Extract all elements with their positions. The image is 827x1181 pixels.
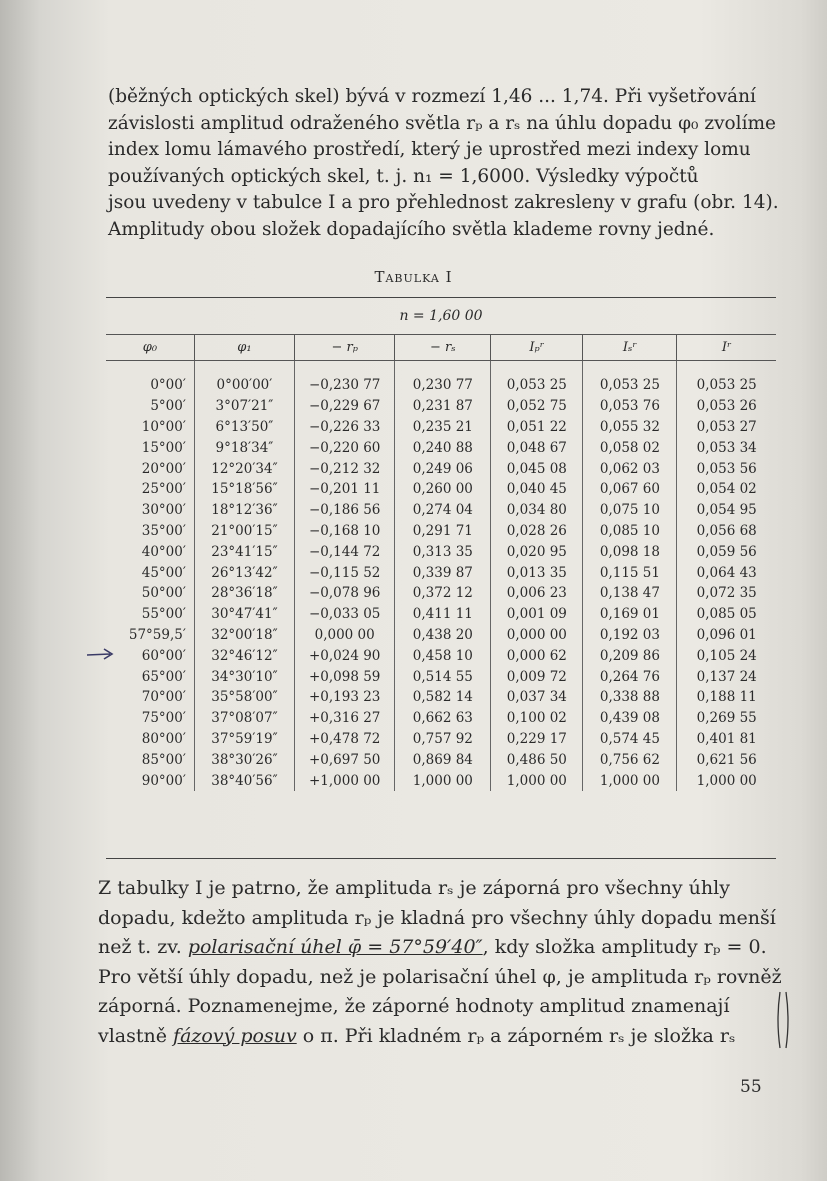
- table-cell: 1,000 00: [677, 770, 776, 791]
- table-cell: 0,059 56: [677, 541, 776, 562]
- text-line: (běžných optických skel) bývá v rozmezí 1,46 ... 1,74. Při vyšetřování: [108, 86, 756, 107]
- page-number: 55: [740, 1077, 762, 1097]
- table-cell: 0,062 03: [583, 458, 677, 479]
- table-cell: 0,264 76: [583, 666, 677, 687]
- table-cell: 85°00′: [141, 751, 186, 768]
- table-cell: 32°46′12″: [194, 645, 294, 666]
- table-cell: 40°00′: [141, 543, 186, 560]
- text-fragment: , kdy složka amplitudy rₚ = 0.: [482, 936, 767, 958]
- table-cell: 57°59,5′: [128, 626, 186, 643]
- table-row: [106, 479, 776, 500]
- table-cell: 0,869 84: [395, 749, 491, 770]
- table-row: [106, 541, 776, 562]
- table-cell: 0,000 00: [294, 625, 394, 646]
- column-header: φ₁: [194, 334, 294, 361]
- table-cell: 0,757 92: [395, 729, 491, 750]
- text-line: Z tabulky I je patrno, že amplituda rₛ je záporná pro všechny úhly: [98, 877, 730, 899]
- table-cell: 0,075 10: [583, 500, 677, 521]
- table-body: [106, 361, 776, 791]
- table-cell: 0,020 95: [491, 541, 583, 562]
- table-cell: 0,209 86: [583, 645, 677, 666]
- text-line: Pro větší úhly dopadu, než je polarisační úhel φ, je amplituda rₚ rovněž: [98, 965, 782, 988]
- table-cell: 15°00′: [141, 439, 186, 456]
- table-row: [106, 500, 776, 521]
- table-cell: 10°00′: [141, 418, 186, 435]
- table-cell: 1,000 00: [583, 770, 677, 791]
- table-cell: 0,192 03: [583, 625, 677, 646]
- table-row: [106, 562, 776, 583]
- table-cell: 0,235 21: [395, 417, 491, 438]
- table-cell: 0,056 68: [677, 521, 776, 542]
- table-cell: 0,188 11: [677, 687, 776, 708]
- table-cell: 0,458 10: [395, 645, 491, 666]
- table-cell: 0,040 45: [491, 479, 583, 500]
- table-cell: 0,138 47: [583, 583, 677, 604]
- table-cell: 0,053 34: [677, 437, 776, 458]
- table-row: [106, 604, 776, 625]
- text-line: [98, 1022, 788, 1052]
- table-cell: 0,053 27: [677, 417, 776, 438]
- table-cell: 0,137 24: [677, 666, 776, 687]
- table-cell: 6°13′50″: [194, 417, 294, 438]
- table-cell: 0,053 25: [491, 375, 583, 396]
- table-cell: 0,034 80: [491, 500, 583, 521]
- column-header: Iₚʳ: [491, 334, 583, 361]
- table-cell: 1,000 00: [395, 770, 491, 791]
- column-header: φ₀: [106, 334, 194, 361]
- table-cell: 0°00′00′: [194, 375, 294, 396]
- table-cell: 0,055 32: [583, 417, 677, 438]
- table-row: [106, 625, 776, 646]
- text-line: Amplitudy obou složek dopadajícího světla klademe rovny jedné.: [108, 218, 715, 240]
- table-row: [106, 521, 776, 542]
- column-header: Iₛʳ: [583, 334, 677, 361]
- table-cell: 0,085 05: [677, 604, 776, 625]
- polarisation-angle-term: polarisační úhel φ̄ = 57°59′40″: [187, 936, 483, 958]
- table-cell: 0,621 56: [677, 749, 776, 770]
- table-cell: 0,486 50: [491, 749, 583, 770]
- table-cell: 0,662 63: [395, 708, 491, 729]
- table-cell: 34°30′10″: [194, 666, 294, 687]
- table-cell: −0,033 05: [294, 604, 394, 625]
- table-cell: 1,000 00: [491, 770, 583, 791]
- table-cell: −0,229 67: [294, 396, 394, 417]
- table-cell: 0,439 08: [583, 708, 677, 729]
- table-cell: 18°12′36″: [194, 500, 294, 521]
- table-cell: 0,054 02: [677, 479, 776, 500]
- table-cell: 0,053 25: [677, 375, 776, 396]
- table-row: [106, 417, 776, 438]
- table-cell: 0,048 67: [491, 437, 583, 458]
- table-cell: 0,229 17: [491, 729, 583, 750]
- text-fragment: než t. zv.: [98, 936, 188, 958]
- table-cell: 0,096 01: [677, 625, 776, 646]
- table-cell: −0,212 32: [294, 458, 394, 479]
- text-line: [98, 933, 788, 963]
- table-cell: −0,186 56: [294, 500, 394, 521]
- table-cell: 0,028 26: [491, 521, 583, 542]
- table-cell: 0,013 35: [491, 562, 583, 583]
- table-cell: 35°58′00″: [194, 687, 294, 708]
- table-cell: 37°08′07″: [194, 708, 294, 729]
- table-cell: 0,009 72: [491, 666, 583, 687]
- table-caption: Tabulka I: [374, 268, 453, 286]
- table-cell: 0,105 24: [677, 645, 776, 666]
- refractive-index-header: n = 1,60 00: [106, 298, 776, 335]
- table-row: [106, 458, 776, 479]
- table-cell: 0,269 55: [677, 708, 776, 729]
- table-cell: 65°00′: [141, 668, 186, 685]
- table-cell: 0,085 10: [583, 521, 677, 542]
- table-cell: +0,024 90: [294, 645, 394, 666]
- column-header: − rₚ: [294, 334, 394, 361]
- table-cell: +0,098 59: [294, 666, 394, 687]
- table-cell: 0,058 02: [583, 437, 677, 458]
- table-cell: 38°30′26″: [194, 749, 294, 770]
- phase-shift-term: fázový posuv: [173, 1024, 297, 1047]
- table-cell: 80°00′: [141, 730, 186, 747]
- table-cell: 0,037 34: [491, 687, 583, 708]
- table-row: [106, 729, 776, 750]
- table-cell: 0,064 43: [677, 562, 776, 583]
- table-cell: 0,053 76: [583, 396, 677, 417]
- table-cell: 30°00′: [141, 502, 186, 519]
- table-cell: 0,274 04: [395, 500, 491, 521]
- table-row: [106, 396, 776, 417]
- table-cell: 0,115 51: [583, 562, 677, 583]
- column-header: − rₛ: [395, 334, 491, 361]
- table-cell: 0,514 55: [395, 666, 491, 687]
- table-cell: 55°00′: [141, 606, 186, 623]
- text-line: záporná. Poznamenejme, že záporné hodnoty amplitud znamenají: [98, 995, 730, 1017]
- table-cell: −0,230 77: [294, 375, 394, 396]
- table-cell: −0,168 10: [294, 521, 394, 542]
- table-cell: 0,054 95: [677, 500, 776, 521]
- table-cell: 0,067 60: [583, 479, 677, 500]
- table-cell: −0,201 11: [294, 479, 394, 500]
- table-cell: 0,053 25: [583, 375, 677, 396]
- table-cell: +0,478 72: [294, 729, 394, 750]
- table-cell: 0,072 35: [677, 583, 776, 604]
- table-cell: 0,051 22: [491, 417, 583, 438]
- table-cell: +0,316 27: [294, 708, 394, 729]
- table-row: [106, 749, 776, 770]
- column-header: Iʳ: [677, 334, 776, 361]
- amplitude-table: [106, 334, 776, 791]
- table-cell: 30°47′41″: [194, 604, 294, 625]
- table-cell: 38°40′56″: [194, 770, 294, 791]
- table-cell: 0,438 20: [395, 625, 491, 646]
- table-cell: 0,339 87: [395, 562, 491, 583]
- table-cell: +1,000 00: [294, 770, 394, 791]
- table-cell: 0,756 62: [583, 749, 677, 770]
- table-cell: 28°36′18″: [194, 583, 294, 604]
- table-row: [106, 375, 776, 396]
- table-row: [106, 666, 776, 687]
- text-line: index lomu lámavého prostředí, který je uprostřed mezi indexy lomu: [108, 139, 751, 160]
- text-fragment: o π. Při kladném rₚ a záporném rₛ je složka rₛ: [296, 1024, 736, 1047]
- table-cell: −0,226 33: [294, 417, 394, 438]
- table-cell: 0°00′: [150, 377, 186, 394]
- table-cell: 15°18′56″: [194, 479, 294, 500]
- discussion-paragraph: [98, 874, 788, 1051]
- table-cell: 75°00′: [141, 710, 186, 727]
- table-cell: 0,001 09: [491, 604, 583, 625]
- table-cell: 0,574 45: [583, 729, 677, 750]
- table-row: [106, 687, 776, 708]
- table-cell: 37°59′19″: [194, 729, 294, 750]
- table-cell: 0,100 02: [491, 708, 583, 729]
- text-line: závislosti amplitud odraženého světla rₚ a rₛ na úhlu dopadu φ₀ zvolíme: [108, 112, 776, 134]
- table-cell: 25°00′: [141, 481, 186, 498]
- table-cell: 0,338 88: [583, 687, 677, 708]
- table-cell: 0,231 87: [395, 396, 491, 417]
- table-cell: 3°07′21″: [194, 396, 294, 417]
- table-frame: [106, 297, 776, 859]
- table-row: [106, 708, 776, 729]
- table-cell: 0,052 75: [491, 396, 583, 417]
- table-cell: −0,115 52: [294, 562, 394, 583]
- table-cell: 50°00′: [141, 585, 186, 602]
- handwritten-arrow-icon: [86, 647, 116, 661]
- table-cell: 45°00′: [141, 564, 186, 581]
- table-row: [106, 770, 776, 791]
- table-cell: 0,372 12: [395, 583, 491, 604]
- table-cell: +0,697 50: [294, 749, 394, 770]
- table-row: [106, 583, 776, 604]
- table-cell: 9°18′34″: [194, 437, 294, 458]
- table-cell: 0,053 56: [677, 458, 776, 479]
- table-cell: 0,249 06: [395, 458, 491, 479]
- table-header-row: [106, 334, 776, 361]
- table-cell: 21°00′15″: [194, 521, 294, 542]
- table-cell: 0,006 23: [491, 583, 583, 604]
- table-cell: 0,169 01: [583, 604, 677, 625]
- table-cell: 0,000 62: [491, 645, 583, 666]
- table-cell: 0,098 18: [583, 541, 677, 562]
- table-cell: 23°41′15″: [194, 541, 294, 562]
- table-row: [106, 645, 776, 666]
- table-cell: 0,000 00: [491, 625, 583, 646]
- table-cell: 0,401 81: [677, 729, 776, 750]
- table-cell: 0,313 35: [395, 541, 491, 562]
- text-line: jsou uvedeny v tabulce I a pro přehlednost zakresleny v grafu (obr. 14).: [108, 192, 779, 213]
- table-cell: 5°00′: [150, 398, 186, 415]
- table-cell: 0,230 77: [395, 375, 491, 396]
- table-cell: 0,291 71: [395, 521, 491, 542]
- table-cell: −0,078 96: [294, 583, 394, 604]
- intro-paragraph: [108, 84, 788, 243]
- table-cell: 12°20′34″: [194, 458, 294, 479]
- table-cell: −0,144 72: [294, 541, 394, 562]
- table-cell: 70°00′: [141, 689, 186, 706]
- table-cell: 32°00′18″: [194, 625, 294, 646]
- table-cell: 0,240 88: [395, 437, 491, 458]
- table-cell: 0,411 11: [395, 604, 491, 625]
- text-line: dopadu, kdežto amplituda rₚ je kladná pro všechny úhly dopadu menší: [98, 906, 776, 929]
- text-line: používaných optických skel, t. j. n₁ = 1,6000. Výsledky výpočtů: [108, 165, 699, 187]
- table-cell: +0,193 23: [294, 687, 394, 708]
- table-cell: 60°00′: [141, 647, 186, 664]
- table-cell: −0,220 60: [294, 437, 394, 458]
- table-cell: 0,582 14: [395, 687, 491, 708]
- table-cell: 0,053 26: [677, 396, 776, 417]
- table-cell: 90°00′: [141, 772, 186, 789]
- table-cell: 35°00′: [141, 522, 186, 539]
- table-cell: 20°00′: [141, 460, 186, 477]
- text-fragment: vlastně: [98, 1024, 174, 1047]
- table-row: [106, 437, 776, 458]
- table-cell: 26°13′42″: [194, 562, 294, 583]
- table-cell: 0,260 00: [395, 479, 491, 500]
- margin-bracket-mark: [774, 990, 794, 1050]
- table-cell: 0,045 08: [491, 458, 583, 479]
